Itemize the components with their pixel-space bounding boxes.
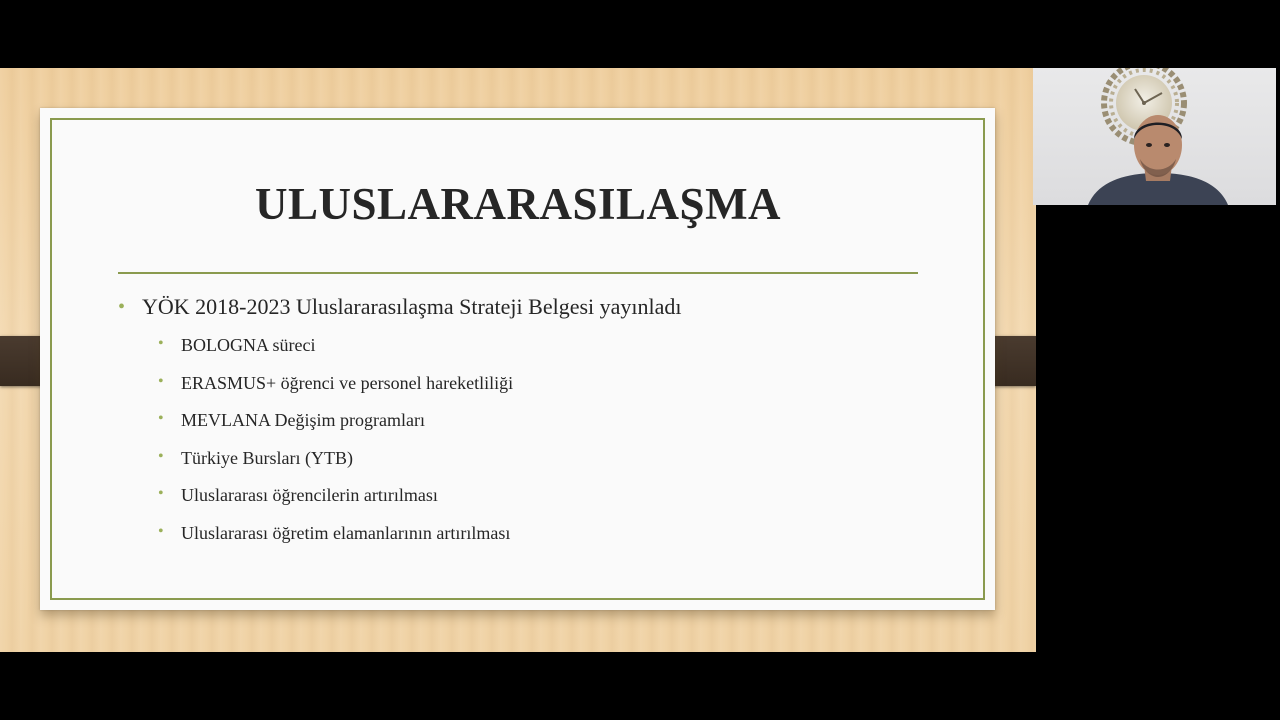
sub-bullet xyxy=(158,370,938,408)
sub-bullet-list xyxy=(158,332,938,557)
sub-bullet-text: MEVLANA Değişim programları xyxy=(181,410,425,430)
sub-bullet-dot-icon: • xyxy=(158,335,164,352)
main-bullet-text: YÖK 2018-2023 Uluslararasılaşma Strateji Belgesi yayınladı xyxy=(142,294,682,319)
sub-bullet-text: Uluslararası öğretim elamanlarının artırılması xyxy=(181,522,511,543)
main-bullet xyxy=(118,291,938,327)
sub-bullet xyxy=(158,407,938,445)
sub-bullet-dot-icon: • xyxy=(158,447,164,465)
presenter-icon xyxy=(1078,103,1238,205)
sub-bullet-text: BOLOGNA süreci xyxy=(181,335,316,355)
sub-bullet-text: Uluslararası öğrencilerin artırılması xyxy=(181,485,438,505)
title-divider xyxy=(118,272,918,274)
slide-title: ULUSLARARASILAŞMA xyxy=(254,179,782,229)
shared-presentation xyxy=(0,68,1036,652)
sub-bullet xyxy=(158,332,938,370)
slide xyxy=(40,108,995,610)
sub-bullet-text: Türkiye Bursları (YTB) xyxy=(181,447,353,468)
sub-bullet-dot-icon: • xyxy=(158,485,164,502)
webcam-feed[interactable] xyxy=(1033,68,1276,205)
sub-bullet xyxy=(158,445,938,483)
sub-bullet xyxy=(158,520,938,558)
bullet-dot-icon: • xyxy=(118,296,126,318)
sub-bullet-dot-icon: • xyxy=(158,372,164,390)
sub-bullet-dot-icon: • xyxy=(158,522,164,540)
sub-bullet-text: ERASMUS+ öğrenci ve personel hareketliliği xyxy=(181,372,514,393)
bullet-list xyxy=(118,291,938,327)
sub-bullet xyxy=(158,482,938,520)
sub-bullet-dot-icon: • xyxy=(158,410,164,427)
